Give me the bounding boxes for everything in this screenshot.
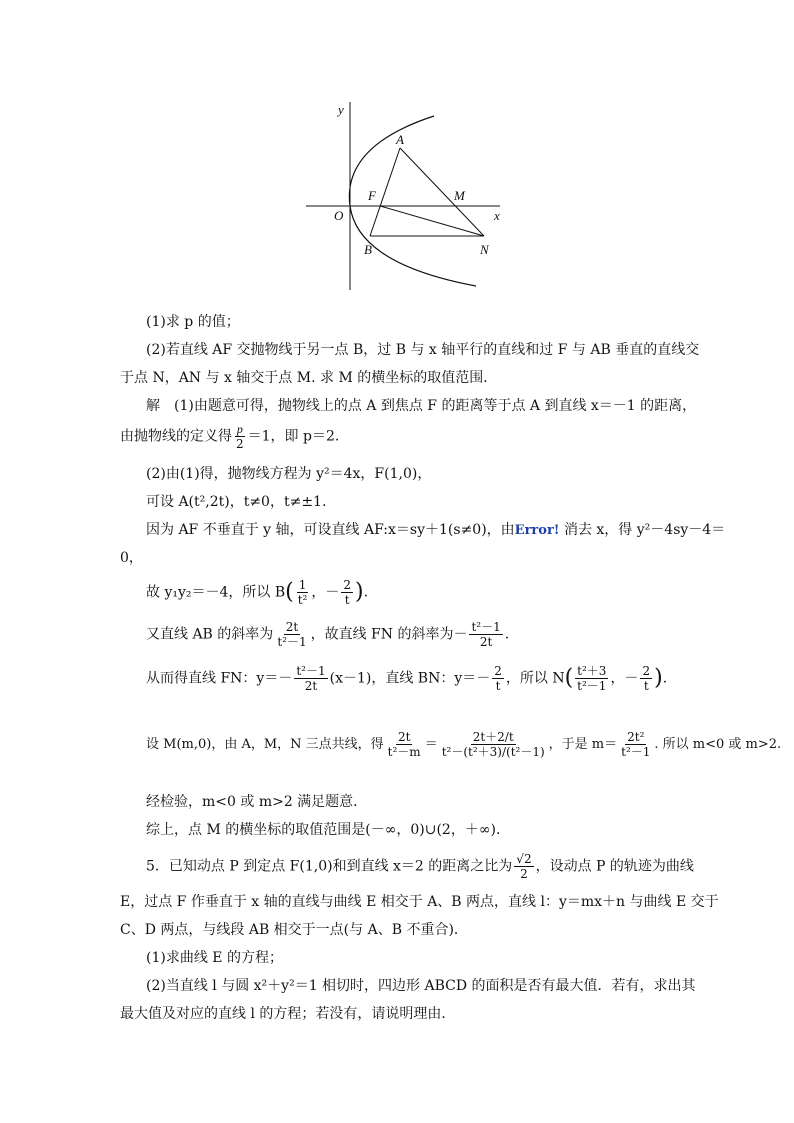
solution-line-2: 由抛物线的定义得 $\frac{p}{2}$ ＝1，即 p＝2.: [120, 422, 340, 451]
solution-line-10: 设 M(m,0)，由 A，M，N 三点共线，得 $\frac{2t}{\text{t²－m}}$ ＝ $\frac{2t+2/t}{\text{t²－(t²＋3)/(t²－1)}}$ ，于是 m＝ $\frac{\text{2t²}}{\text{t²－1}}$ . 所以 m<0 或 m>2.: [146, 730, 782, 759]
question-part-2-line1: (2)若直线 AF 交抛物线于另一点 B，过 B 与 x 轴平行的直线和过 F 与 AB 垂直的直线交: [146, 342, 700, 358]
parabola-figure: [304, 96, 520, 294]
question-5-part-2-line2: 最大值及对应的直线 l 的方程；若没有，请说明理由．: [120, 1006, 456, 1022]
label-m: M: [454, 188, 465, 203]
fraction-p-over-2: $\frac{p}{2}$: [236, 422, 244, 451]
question-5-part-2-line1: (2)当直线 l 与圆 x²＋y²＝1 相切时，四边形 ABCD 的面积是否有最大值．若有，求出其: [146, 978, 696, 994]
question-5-line3: C、D 两点，与线段 AB 相交于一点(与 A、B 不重合)．: [120, 922, 468, 938]
question-5-part-1: (1)求曲线 E 的方程；: [146, 950, 283, 966]
label-b: B: [364, 242, 372, 257]
question-5-line2: E，过点 F 作垂直于 x 轴的直线与曲线 E 相交于 A、B 两点，直线 l：y＝mx＋n 与曲线 E 交于: [120, 894, 719, 910]
label-x: x: [494, 208, 500, 223]
solution-line-5: 因为 AF 不垂直于 y 轴，可设直线 AF:x＝sy＋1(s≠0)，由Error! 消去 x，得 y²－4sy－4＝: [146, 522, 726, 538]
label-f: F: [368, 188, 376, 203]
solution-line-4: 可设 A(t²,2t)，t≠0，t≠±1.: [146, 494, 327, 510]
solution-line-12: 综上，点 M 的横坐标的取值范围是(－∞，0)∪(2，＋∞)．: [146, 822, 510, 838]
question-part-1: (1)求 p 的值；: [146, 314, 240, 330]
label-y: y: [338, 102, 344, 117]
solution-line-9: 从而得直线 FN：y＝－ $\frac{\text{t²－1}}{2t}$ (x－1)，直线 BN：y＝－ $\frac{2}{t}$ ，所以 N( $\frac{\text{t²＋3}}{\text{t²－1}}$ ，－ $\frac{2}{t}$ ).: [146, 664, 668, 693]
question-part-2-line2: 于点 N，AN 与 x 轴交于点 M. 求 M 的横坐标的取值范围．: [120, 370, 498, 386]
solution-line-8: 又直线 AB 的斜率为 $\frac{2t}{\text{t²－1}}$ ，故直线 FN 的斜率为－ $\frac{\text{t²－1}}{2t}$ .: [146, 620, 510, 649]
error-field: Error!: [514, 523, 560, 538]
label-n: N: [480, 242, 489, 257]
label-a: A: [396, 132, 404, 147]
parabola-diagram: [304, 96, 520, 294]
solution-line-3: (2)由(1)得，抛物线方程为 y²＝4x，F(1,0)，: [146, 466, 432, 482]
segment-an: [400, 148, 484, 236]
segment-fn: [380, 206, 484, 236]
solution-line-6: 0，: [120, 550, 143, 566]
solution-line-11: 经检验，m<0 或 m>2 满足题意．: [146, 794, 368, 810]
label-o: O: [334, 208, 344, 223]
solution-line-7: 故 y₁y₂＝－4，所以 B( $\frac{1}{\text{t²}}$ ，－ $\frac{2}{t}$ ).: [146, 578, 369, 607]
question-5-line1: 5．已知动点 P 到定点 F(1,0)和到直线 x＝2 的距离之比为 $\frac{√2}{2}$ ，设动点 P 的轨迹为曲线: [146, 852, 694, 881]
solution-line-1: 解 (1)由题意可得，抛物线上的点 A 到焦点 F 的距离等于点 A 到直线 x＝－1 的距离，: [146, 398, 697, 414]
